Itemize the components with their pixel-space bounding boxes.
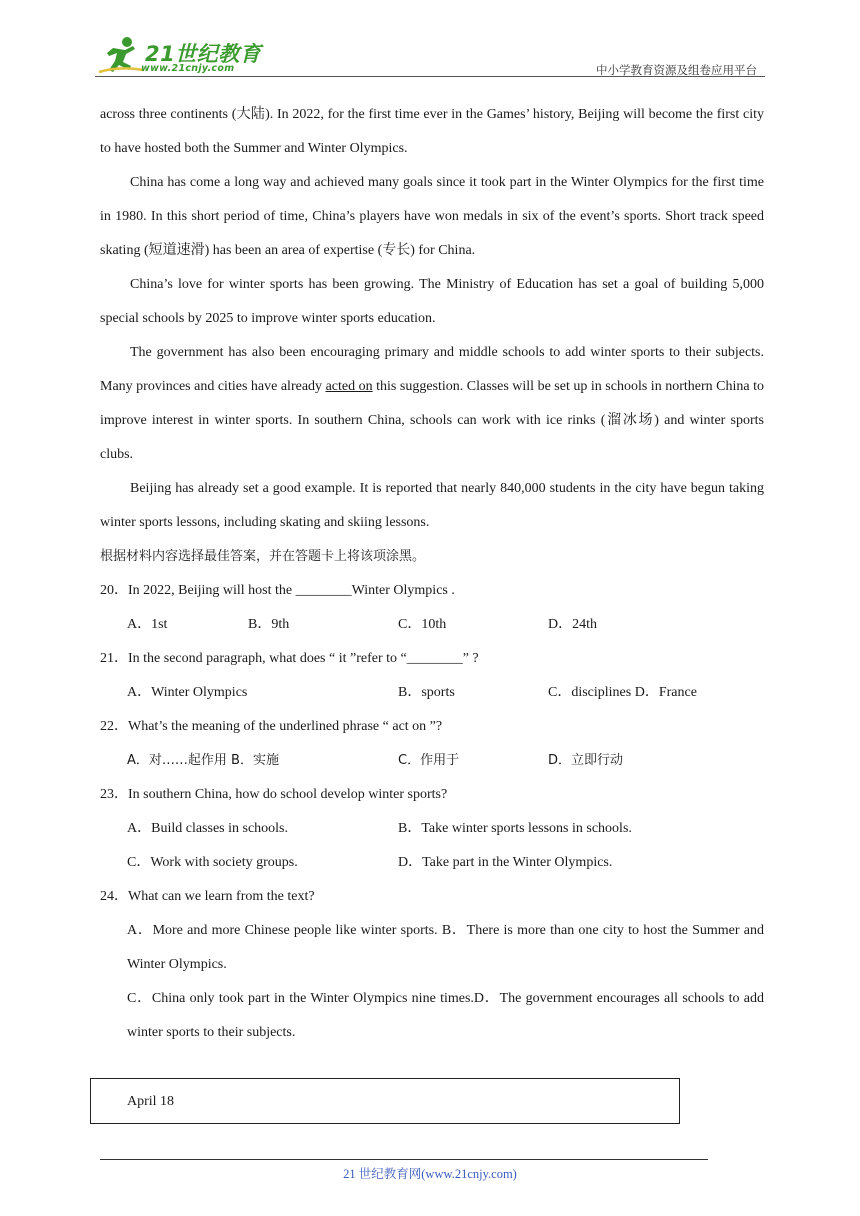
- option-d[interactable]: D．立即行动: [548, 753, 624, 768]
- question-20-options: [127, 608, 764, 642]
- header-platform-text: 中小学教育资源及组卷应用平台: [596, 63, 757, 77]
- question-23-options-row-2: [127, 846, 764, 880]
- paragraph-3: China’s love for winter sports has been growing. The Ministry of Education has set a goal of building 5,000 special schools by 2025 to improve winter sports education.: [100, 277, 764, 326]
- option-b[interactable]: B．9th: [248, 617, 290, 632]
- header-divider: [95, 76, 765, 77]
- option-c-d[interactable]: C．disciplines D．France: [548, 685, 697, 700]
- question-24-options-c-d[interactable]: C．China only took part in the Winter Olympics nine times.D．The government encourages all schools to add winter sports to their subjects.: [127, 991, 764, 1040]
- footer-source-link[interactable]: 21 世纪教育网(www.21cnjy.com): [343, 1167, 517, 1181]
- option-d[interactable]: D．24th: [548, 617, 597, 632]
- question-24-stem: 24．What can we learn from the text?: [100, 889, 315, 904]
- page-header: [95, 30, 765, 80]
- option-a[interactable]: A．Build classes in schools.: [127, 821, 288, 836]
- option-a[interactable]: A．1st: [127, 617, 168, 632]
- option-b[interactable]: B．Take winter sports lessons in schools.: [398, 821, 632, 836]
- bordered-box: [90, 1078, 680, 1124]
- paragraph-1: across three continents (大陆). In 2022, for the first time ever in the Games’ history, Beijing will become the first city to have hosted both the Summer and Winter Olympics.: [100, 107, 764, 156]
- option-a-b[interactable]: A．对……起作用 B．实施: [127, 753, 279, 768]
- option-c[interactable]: C．Work with society groups.: [127, 855, 298, 870]
- logo: [95, 36, 265, 76]
- underlined-phrase: acted on: [325, 379, 373, 394]
- box-date-text: April 18: [127, 1094, 175, 1109]
- question-23-stem: 23．In southern China, how do school develop winter sports?: [100, 787, 448, 802]
- paragraph-4: [100, 336, 764, 472]
- option-b[interactable]: B．sports: [398, 685, 455, 700]
- document-body: [100, 98, 764, 1050]
- question-20-stem: 20．In 2022, Beijing will host the ________Winter Olympics .: [100, 583, 455, 598]
- option-c[interactable]: C．作用于: [398, 753, 460, 768]
- instruction-text: 根据材料内容选择最佳答案，并在答题卡上将该项涂黑。: [100, 549, 426, 564]
- question-24-options-a-b[interactable]: A．More and more Chinese people like winter sports. B．There is more than one city to host the Summer and Winter Olympics.: [127, 923, 764, 972]
- option-a[interactable]: A．Winter Olympics: [127, 685, 248, 700]
- question-22-options: [127, 744, 764, 778]
- footer-divider: [100, 1159, 708, 1160]
- logo-url: www.21cnjy.com: [141, 63, 235, 74]
- paragraph-4-text-a: The government has also been encouraging primary and middle schools to add winter sports to their subjects. Many provinces and cities have already: [100, 345, 764, 394]
- question-22-stem: 22．What’s the meaning of the underlined phrase “ act on ”?: [100, 719, 443, 734]
- question-23-options-row-1: [127, 812, 764, 846]
- runner-logo-icon: [97, 36, 145, 76]
- paragraph-5: Beijing has already set a good example. It is reported that nearly 840,000 students in the city have begun taking winter sports lessons, including skating and skiing lessons.: [100, 481, 764, 530]
- option-c[interactable]: C．10th: [398, 617, 447, 632]
- paragraph-4-text-b: this suggestion. Classes will be set up in schools in northern China to improve interest in winter sports. In southern China, schools can work with ice rinks (溜冰场) and winter sports clubs.: [100, 379, 764, 462]
- question-21-options: [127, 676, 764, 710]
- paragraph-2: China has come a long way and achieved many goals since it took part in the Winter Olympics for the first time in 1980. In this short period of time, China’s players have won medals in six of the event’s sports. Short track speed skating (短道速滑) has been an area of expertise (专长) for China.: [100, 175, 764, 258]
- question-21-stem: 21．In the second paragraph, what does “ it ”refer to “________” ?: [100, 651, 479, 666]
- option-d[interactable]: D．Take part in the Winter Olympics.: [398, 855, 613, 870]
- logo-title: 21世纪教育: [145, 42, 262, 66]
